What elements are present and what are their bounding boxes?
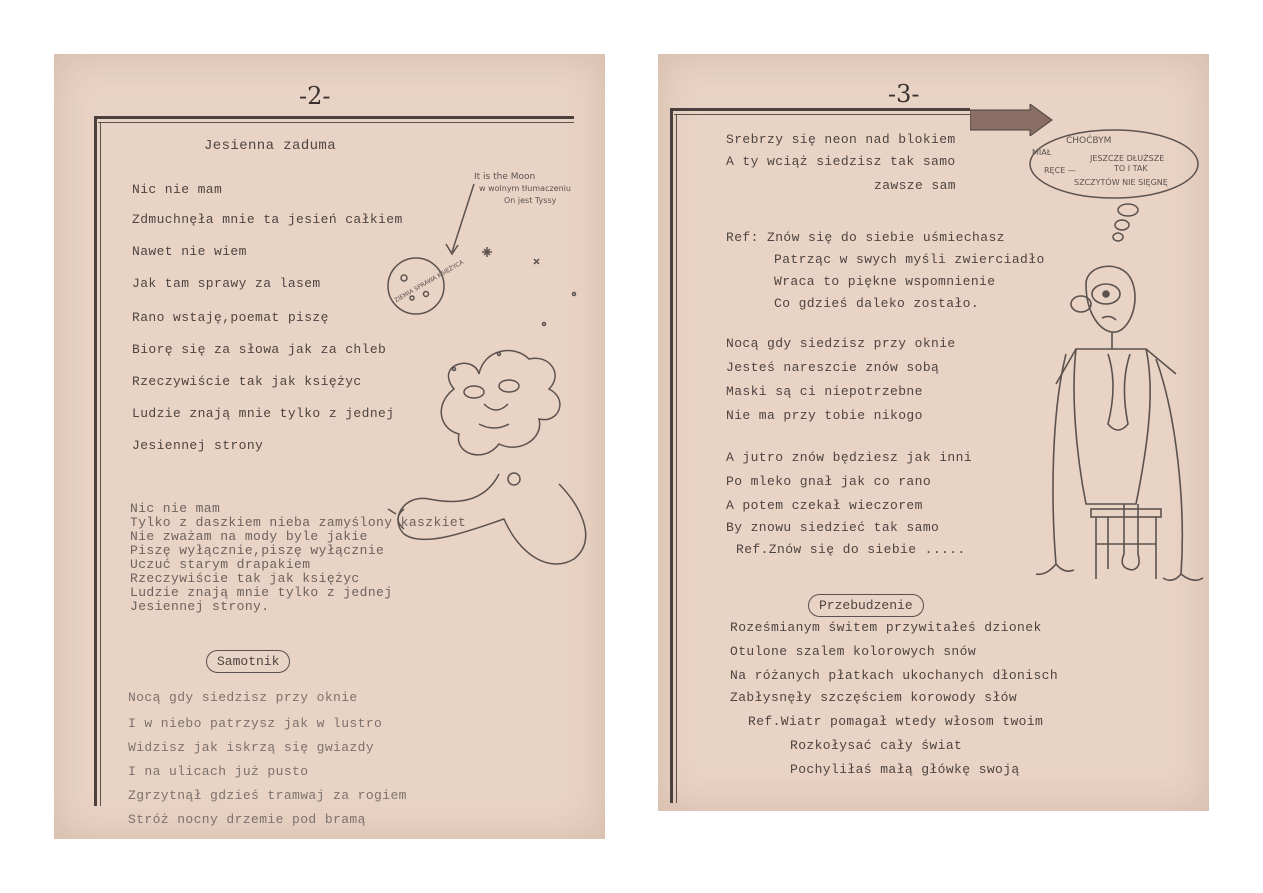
poem-line: Rozkołysać cały świat xyxy=(790,738,963,753)
poem-line: Biorę się za słowa jak za chleb xyxy=(132,342,387,357)
frame-top-line xyxy=(94,116,574,119)
poem-line: I w niebo patrzysz jak w lustro xyxy=(128,716,383,731)
bubble-text: JESZCZE DŁUŻSZE xyxy=(1090,154,1165,163)
frame-top-line-inner xyxy=(674,114,970,115)
poem-line: Jesiennej strony. xyxy=(130,599,270,614)
poem-line: Widzisz jak iskrzą się gwiazdy xyxy=(128,740,375,755)
page-number: -2- xyxy=(299,82,331,110)
poem-line: Rzeczywiście tak jak księżyc xyxy=(130,571,360,586)
poem-line: A ty wciąż siedzisz tak samo xyxy=(726,154,956,169)
poem-line: Jesteś nareszcie znów sobą xyxy=(726,360,940,375)
poem-line: Stróż nocny drzemie pod bramą xyxy=(128,812,366,827)
section-title: Przebudzenie xyxy=(808,594,924,617)
poem-line: Srebrzy się neon nad blokiem xyxy=(726,132,956,147)
poem-line: I na ulicach już pusto xyxy=(128,764,309,779)
moon-label: ZIEMIA SPRAWA KSIĘŻYCA xyxy=(393,258,465,305)
poem-line: Tylko z daszkiem nieba zamyślony kaszkiet xyxy=(130,515,467,530)
poem-line: Zgrzytnął gdzieś tramwaj za rogiem xyxy=(128,788,407,803)
frame-top-line-inner xyxy=(98,122,574,123)
right-page xyxy=(658,54,1209,811)
sitting-man-drawing xyxy=(1036,254,1206,584)
poem-line: Nie zważam na mody byle jakie xyxy=(130,529,368,544)
annotation-line: On jest Tyssy xyxy=(504,196,557,205)
poem-line: Uczuć starym drapakiem xyxy=(130,557,311,572)
poem-line: Nic nie mam xyxy=(130,501,221,516)
bubble-text: CHOĆBYM xyxy=(1066,136,1112,146)
poem-line: Otulone szalem kolorowych snów xyxy=(730,644,977,659)
poem-line: Piszę wyłącznie,piszę wyłącznie xyxy=(130,543,385,558)
left-page xyxy=(54,54,605,839)
poem-line: Rano wstaję,poemat piszę xyxy=(132,310,329,325)
poem-line: Co gdzieś daleko zostało. xyxy=(774,296,980,311)
poem-line: Zabłysnęły szczęściem korowody słów xyxy=(730,690,1018,705)
moon-creature-drawing xyxy=(334,174,604,574)
poem-line: By znowu siedzieć tak samo xyxy=(726,520,940,535)
poem-line: Jesiennej strony xyxy=(132,438,264,453)
frame-left-line xyxy=(670,108,673,803)
annotation-line: It is the Moon xyxy=(474,172,536,182)
section-title: Samotnik xyxy=(206,650,290,673)
poem-line: Ref.Znów się do siebie ..... xyxy=(736,542,966,557)
poem-line: Nic nie mam xyxy=(132,182,223,197)
poem-line: Jak tam sprawy za lasem xyxy=(132,276,321,291)
frame-left-line-inner xyxy=(100,122,101,806)
poem-line: Ludzie znają mnie tylko z jednej xyxy=(130,585,393,600)
poem-line: Ref.Wiatr pomagał wtedy włosom twoim xyxy=(748,714,1044,729)
frame-left-line xyxy=(94,116,97,806)
poem-title: Jesienna zaduma xyxy=(204,138,337,154)
poem-line: Na różanych płatkach ukochanych dłonisch xyxy=(730,668,1059,683)
bubble-text: RĘCE — xyxy=(1044,166,1076,175)
poem-line: Nawet nie wiem xyxy=(132,244,247,259)
poem-line: Po mleko gnał jak co rano xyxy=(726,474,932,489)
poem-line: Ludzie znają mnie tylko z jednej xyxy=(132,406,395,421)
bubble-text: TO I TAK xyxy=(1114,164,1148,173)
page-number: -3- xyxy=(888,80,920,108)
bubble-text: SZCZYTÓW NIE SIĘGNĘ xyxy=(1074,178,1168,187)
annotation-line: w wolnym tłumaczeniu xyxy=(479,184,571,193)
poem-line: A jutro znów będziesz jak inni xyxy=(726,450,973,465)
poem-line: Nocą gdy siedzisz przy oknie xyxy=(128,690,358,705)
poem-line: zawsze sam xyxy=(874,178,957,193)
bubble-text: MIAŁ xyxy=(1032,148,1052,157)
poem-line: Wraca to piękne wspomnienie xyxy=(774,274,996,289)
poem-line: Nie ma przy tobie nikogo xyxy=(726,408,923,423)
poem-line: Ref: Znów się do siebie uśmiechasz xyxy=(726,230,1005,245)
poem-line: A potem czekał wieczorem xyxy=(726,498,923,513)
poem-line: Zdmuchnęła mnie ta jesień całkiem xyxy=(132,212,403,227)
frame-top-line xyxy=(670,108,970,111)
poem-line: Pochyliłaś małą główkę swoją xyxy=(790,762,1020,777)
poem-line: Rzeczywiście tak jak księżyc xyxy=(132,374,362,389)
poem-line: Patrząc w swych myśli zwierciadło xyxy=(774,252,1045,267)
poem-line: Roześmianym świtem przywitałeś dzionek xyxy=(730,620,1042,635)
frame-left-line-inner xyxy=(676,114,677,803)
poem-line: Maski są ci niepotrzebne xyxy=(726,384,923,399)
poem-line: Nocą gdy siedzisz przy oknie xyxy=(726,336,956,351)
